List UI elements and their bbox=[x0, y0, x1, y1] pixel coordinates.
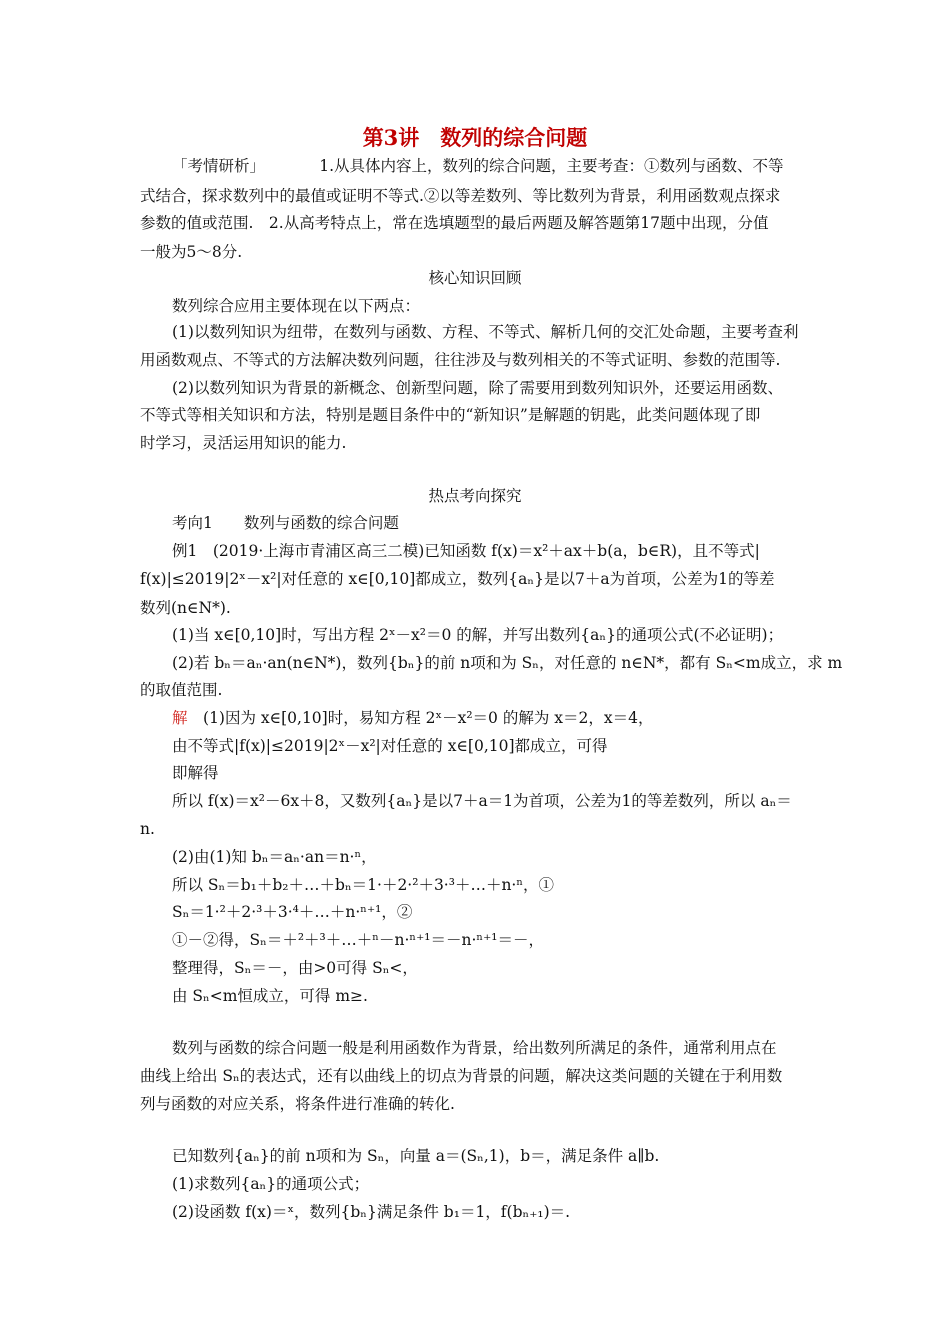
question-line: 的取值范围. bbox=[140, 681, 223, 699]
example-line: 数列(n∈N*). bbox=[140, 599, 231, 617]
intro-line: 参数的值或范围. 2.从高考特点上，常在选填题型的最后两题及解答题第17题中出现，分值 bbox=[140, 214, 769, 232]
direction-heading: 考向1 数列与函数的综合问题 bbox=[172, 514, 399, 532]
solution-text: (1)因为 x∈[0,10]时，易知方程 2ˣ－x²＝0 的解为 x＝2，x＝4， bbox=[187, 709, 654, 727]
solution-line: Sₙ＝1·²＋2·³＋3·⁴＋…＋n·ⁿ⁺¹，② bbox=[172, 903, 413, 921]
core-line: 数列综合应用主要体现在以下两点： bbox=[172, 297, 421, 315]
example-line: f(x)|≤2019|2ˣ－x²|对任意的 x∈[0,10]都成立，数列{aₙ}是以7＋a为首项，公差为1的等差 bbox=[140, 570, 775, 588]
core-line: 时学习，灵活运用知识的能力. bbox=[140, 434, 347, 452]
core-line: (1)以数列知识为纽带，在数列与函数、方程、不等式、解析几何的交汇处命题，主要考查利 bbox=[172, 323, 799, 341]
page-title: 第3讲 数列的综合问题 bbox=[362, 125, 588, 150]
question-line: (2)若 bₙ＝aₙ·an(n∈N*)，数列{bₙ}的前 n项和为 Sₙ，对任意的 n∈N*，都有 Sₙ<m成立，求 m bbox=[172, 654, 843, 672]
summary-line: 数列与函数的综合问题一般是利用函数作为背景，给出数列所满足的条件，通常利用点在 bbox=[172, 1039, 777, 1057]
solution-line: 所以 f(x)＝x²－6x＋8，又数列{aₙ}是以7＋a＝1为首项，公差为1的等差数列，所以 aₙ＝ bbox=[172, 792, 792, 810]
core-line: (2)以数列知识为背景的新概念、创新型问题，除了需要用到数列知识外，还要运用函数、 bbox=[172, 379, 783, 397]
solution-line: 由不等式|f(x)|≤2019|2ˣ－x²|对任意的 x∈[0,10]都成立，可得 bbox=[172, 737, 608, 755]
section-heading-hot: 热点考向探究 bbox=[428, 487, 522, 505]
solution-line: (2)由(1)知 bₙ＝aₙ·an＝n·ⁿ， bbox=[172, 848, 377, 866]
core-line: 用函数观点、不等式的方法解决数列问题，往往涉及与数列相关的不等式证明、参数的范围等. bbox=[140, 351, 781, 369]
summary-line: 曲线上给出 Sₙ的表达式，还有以曲线上的切点为背景的问题，解决这类问题的关键在于利用数 bbox=[140, 1067, 783, 1085]
core-line: 不等式等相关知识和方法，特别是题目条件中的“新知识”是解题的钥匙，此类问题体现了即 bbox=[140, 406, 761, 424]
solution-line: 整理得，Sₙ＝－，由>0可得 Sₙ<， bbox=[172, 959, 418, 977]
practice-line: (2)设函数 f(x)＝ˣ，数列{bₙ}满足条件 b₁＝1，f(bₙ₊₁)＝. bbox=[172, 1203, 571, 1221]
solution-line: 即解得 bbox=[172, 764, 219, 782]
intro-line: 「考情研析」 1.从具体内容上，数列的综合问题，主要考查：①数列与函数、不等 bbox=[172, 157, 784, 175]
solution-line: 由 Sₙ<m恒成立，可得 m≥. bbox=[172, 987, 368, 1005]
solution-line: ①－②得，Sₙ＝＋²＋³＋…＋ⁿ－n·ⁿ⁺¹＝－n·ⁿ⁺¹＝－， bbox=[172, 931, 544, 949]
intro-line: 式结合，探求数列中的最值或证明不等式.②以等差数列、等比数列为背景，利用函数观点探求 bbox=[140, 187, 781, 205]
solution-line: n. bbox=[140, 820, 155, 838]
section-heading-core: 核心知识回顾 bbox=[428, 269, 522, 287]
practice-line: 已知数列{aₙ}的前 n项和为 Sₙ，向量 a＝(Sₙ,1)，b＝，满足条件 a∥b. bbox=[172, 1147, 660, 1165]
example-line: 例1 (2019·上海市青浦区高三二模)已知函数 f(x)＝x²＋ax＋b(a，b∈R)，且不等式| bbox=[172, 542, 760, 560]
solution-line: 所以 Sₙ＝b₁＋b₂＋…＋bₙ＝1·＋2·²＋3·³＋…＋n·ⁿ，① bbox=[172, 876, 555, 894]
solution-line bbox=[172, 708, 653, 728]
solution-label: 解 bbox=[172, 709, 188, 727]
practice-line: (1)求数列{aₙ}的通项公式； bbox=[172, 1175, 370, 1193]
intro-line: 一般为5～8分. bbox=[140, 243, 243, 261]
question-line: (1)当 x∈[0,10]时，写出方程 2ˣ－x²＝0 的解，并写出数列{aₙ}的通项公式(不必证明)； bbox=[172, 626, 784, 644]
summary-line: 列与函数的对应关系，将条件进行准确的转化. bbox=[140, 1095, 455, 1113]
